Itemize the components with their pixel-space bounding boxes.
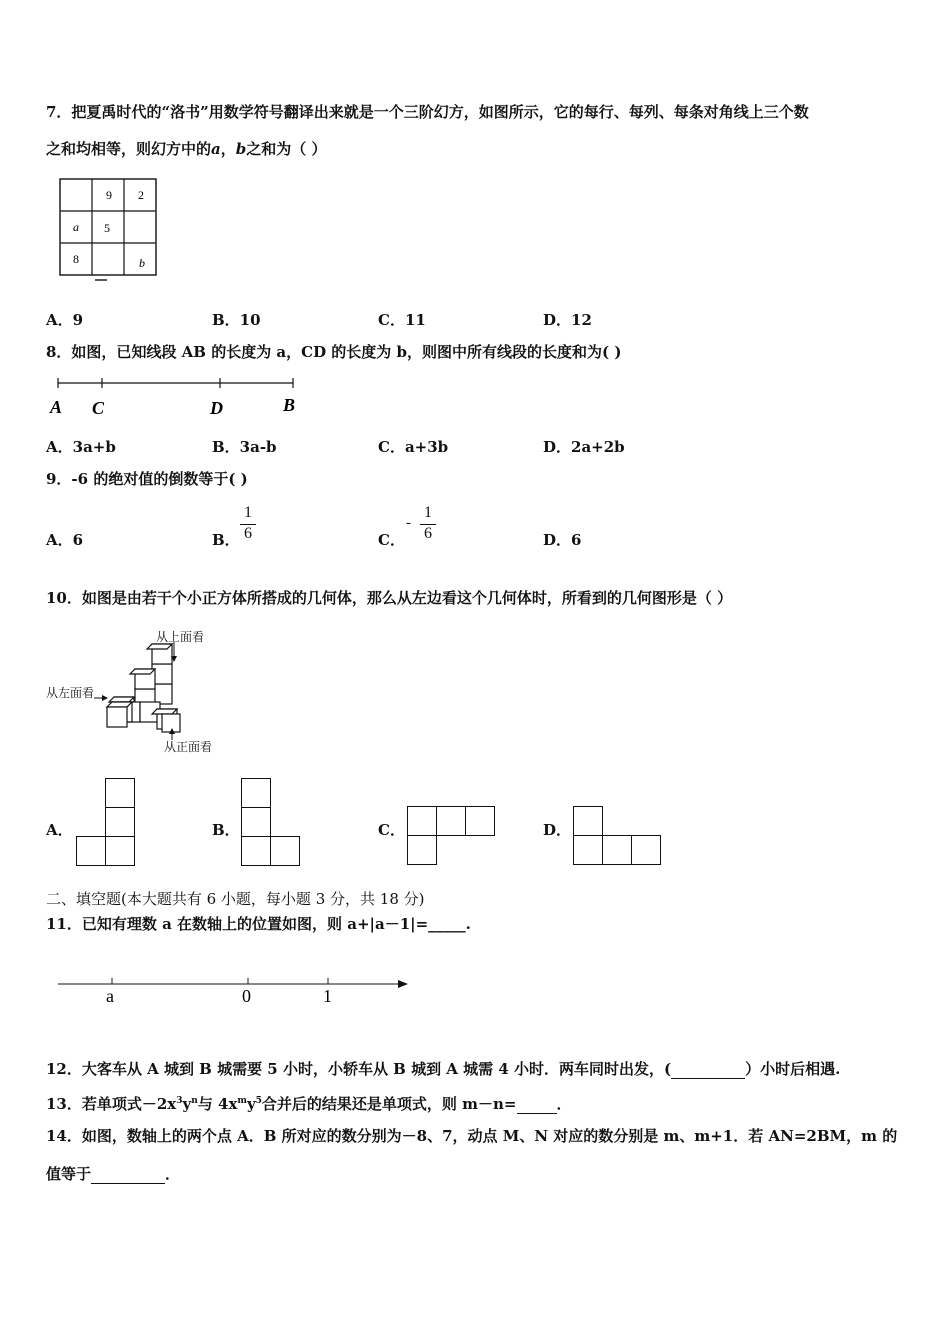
label-top-view: 从上面看 [156,630,205,644]
q9-c-denominator: 6 [420,524,436,543]
q13-p5: 合并后的结果还是单项式，则 m－n= [261,1095,517,1113]
q11-text: 11．已知有理数 a 在数轴上的位置如图，则 a+|a－1|=_____. [46,915,471,933]
q13-p3: 与 4x [197,1095,238,1113]
q8-option-c[interactable]: C．a+3b [378,438,449,456]
q7-line2 [46,139,327,159]
q8-text: 8．如图，已知线段 AB 的长度为 a，CD 的长度为 b，则图中所有线段的长度和为( ) [46,343,622,361]
cell-r1c1: 5 [104,221,110,235]
point-label-c: C [92,398,105,418]
q10-option-b-shape[interactable] [241,778,301,866]
q9-option-d[interactable]: D．6 [543,531,582,549]
q7-line2-suffix: 之和为（ ） [246,140,327,158]
square [105,778,135,808]
q13-p1: 13．若单项式－2x [46,1095,177,1113]
q10-text: 10．如图是由若干个小正方体所搭成的几何体，那么从左边看这个几何体时，所看到的几何图形是（ ） [46,589,733,607]
label-left-view: 从左面看 [46,686,95,700]
q10-option-c[interactable]: C． [378,821,405,839]
axis-label-1: 1 [323,986,332,1006]
point-label-a: A [50,397,63,417]
q10-option-d[interactable]: D． [543,821,572,839]
q13-exp2: n [191,1096,198,1106]
q13-p6: ． [556,1095,572,1113]
square [76,836,106,866]
q8-option-d[interactable]: D．2a+2b [543,438,625,456]
axis-label-a: a [106,986,114,1006]
square [465,806,495,836]
q9-option-c-fraction[interactable] [420,504,436,543]
q12-answer-blank[interactable] [671,1058,745,1079]
q13-exp3: m [237,1096,247,1106]
square [241,778,271,808]
square [407,806,437,836]
q13-p4: y [246,1095,256,1113]
cell-r2c2: b [139,256,145,270]
square [631,835,661,865]
q12-suffix: ）小时后相遇. [745,1060,841,1078]
segment-diagram [48,373,308,421]
number-line-q11 [56,972,416,1006]
q13-p2: y [182,1095,192,1113]
q13-exp1: 3 [176,1096,183,1106]
q7-line1: 7．把夏禹时代的“洛书”用数学符号翻译出来就是一个三阶幻方，如图所示，它的每行、每列、每条对角线上三个数 [46,103,809,121]
section-fill-in-title: 二、填空题(本大题共有 6 小题，每小题 3 分，共 18 分) [46,890,425,908]
q9-text: 9．-6 的绝对值的倒数等于( ) [46,470,248,488]
square [241,836,271,866]
q14-line2-prefix: 值等于 [46,1165,92,1183]
q12-text [46,1058,840,1079]
cell-r1c0: a [73,220,79,234]
square [407,835,437,865]
q7-comma: ， [220,140,236,158]
q9-c-sign: - [406,515,411,531]
q7-option-a[interactable]: A．9 [46,311,84,329]
square [602,835,632,865]
magic-square [59,178,159,282]
cell-r2c0: 8 [73,252,79,266]
axis-label-0: 0 [242,986,251,1006]
square [436,806,466,836]
q7-var-a: a [211,140,221,158]
q8-option-b[interactable]: B．3a-b [212,438,277,456]
q7-option-d[interactable]: D．12 [543,311,592,329]
cube-figure [46,626,226,756]
q7-option-c[interactable]: C．11 [378,311,426,329]
square [105,807,135,837]
square [573,806,603,836]
q13-answer-blank[interactable] [517,1093,557,1114]
q7-option-b[interactable]: B．10 [212,311,261,329]
q9-option-c-label[interactable]: C． [378,531,405,549]
q10-option-c-shape[interactable] [407,806,497,866]
q10-option-b[interactable]: B． [212,821,240,839]
point-label-d: D [210,398,223,418]
cell-r0c1: 9 [106,188,112,202]
square [573,835,603,865]
q9-option-b-fraction[interactable] [240,504,256,543]
q7-line2-prefix: 之和均相等，则幻方中的 [46,140,212,158]
q7-var-b: b [235,140,247,158]
q9-b-denominator: 6 [240,524,256,543]
square [105,836,135,866]
q14-line2-suffix: ． [165,1165,181,1183]
q10-option-a[interactable]: A． [46,821,73,839]
q10-option-a-shape[interactable] [76,778,136,866]
q14-line2 [46,1163,180,1184]
q14-line1: 14．如图，数轴上的两个点 A．B 所对应的数分别为－8、7，动点 M、N 对应的数分别是 m、m+1．若 AN=2BM，m 的 [46,1127,898,1145]
label-front-view: 从正面看 [164,740,213,754]
cell-r0c2: 2 [138,188,144,202]
q9-option-b-label[interactable]: B． [212,531,240,549]
square [270,836,300,866]
q9-b-numerator: 1 [244,504,252,521]
q12-prefix: 12．大客车从 A 城到 B 城需要 5 小时，小轿车从 B 城到 A 城需 4 小时．两车同时出发，( [46,1060,672,1078]
q8-option-a[interactable]: A．3a+b [46,438,116,456]
q9-c-numerator: 1 [424,504,432,521]
q9-option-a[interactable]: A．6 [46,531,84,549]
q14-answer-blank[interactable] [91,1163,165,1184]
q13-text [46,1091,572,1114]
point-label-b: B [283,395,296,415]
q13-exp4: 5 [255,1096,262,1106]
q10-option-d-shape[interactable] [573,806,663,866]
square [241,807,271,837]
